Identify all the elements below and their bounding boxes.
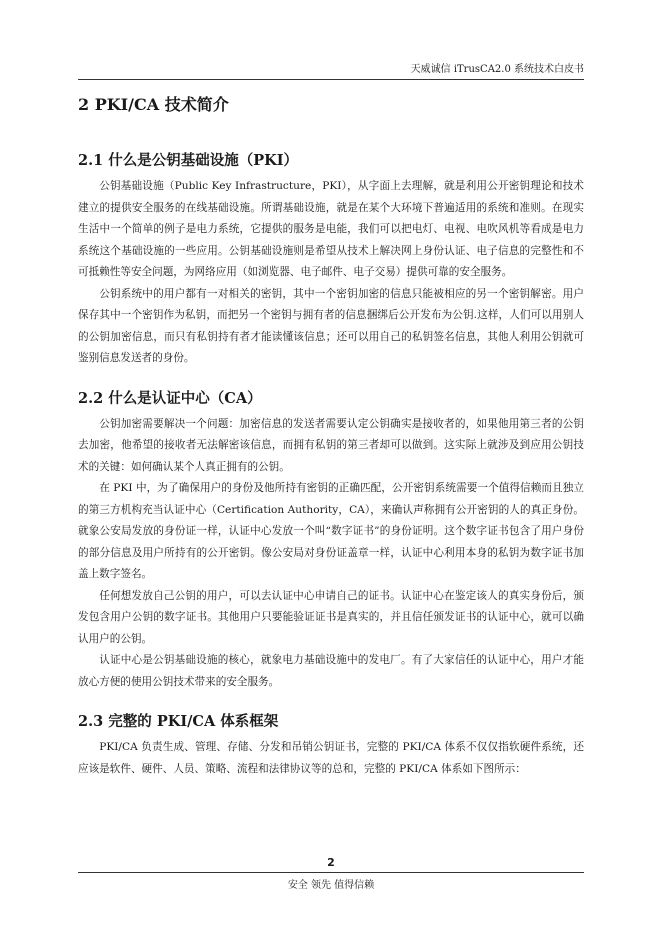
paragraph: 公钥基础设施（Public Key Infrastructure，PKI），从字面上去理解，就是利用公开密钥理论和技术建立的提供安全服务的在线基础设施。所谓基础设施，就是在某个大环境下普遍适用的系统和准则。在现实生活中一个简单的例子是电力系统，它提供的服务是电能，我们可以把电灯、电视、电吹风机等看成是电力系统这个基础设施的一些应用。公钥基础设施则是希望从技术上解决网上身份认证、电子信息的完整性和不可抵赖性等安全问题，为网络应用（如浏览器、电子邮件、电子交易）提供可靠的安全服务。 bbox=[78, 180, 584, 278]
paragraph: 认证中心是公钥基础设施的核心，就象电力基础设施中的发电厂。有了大家信任的认证中心，用户才能放心方便的使用公钥技术带来的安全服务。 bbox=[78, 654, 584, 688]
section-title-2-2: 2.2 什么是认证中心（CA） bbox=[78, 389, 262, 407]
paragraph: 公钥系统中的用户都有一对相关的密钥，其中一个密钥加密的信息只能被相应的另一个密钥解密。用户保存其中一个密钥作为私钥，而把另一个密钥与拥有者的信息捆绑后公开发布为公钥.这样，人们可以用别人的公钥加密信息，而只有私钥持有者才能读懂该信息；还可以用自己的私钥签名信息，其他人利用公钥就可鉴别信息发送者的身份。 bbox=[78, 287, 584, 364]
page-content bbox=[78, 94, 584, 780]
footer-divider bbox=[78, 872, 584, 873]
page-footer: 安全 领先 值得信赖 bbox=[287, 880, 375, 891]
paragraph: PKI/CA 负责生成、管理、存储、分发和吊销公钥证书，完整的 PKI/CA 体系不仅仅指软硬件系统，还应该是软件、硬件、人员、策略、流程和法律协议等的总和，完整的 PKI/CA 体系如下图所示： bbox=[78, 741, 584, 775]
chapter-title: 2 PKI/CA 技术简介 bbox=[78, 95, 229, 114]
paragraph: 任何想发放自己公钥的用户，可以去认证中心申请自己的证书。认证中心在鉴定该人的真实身份后，颁发包含用户公钥的数字证书。其他用户只要能验证证书是真实的，并且信任颁发证书的认证中心，就可以确认用户的公钥。 bbox=[78, 589, 584, 645]
paragraph: 公钥加密需要解决一个问题：加密信息的发送者需要认定公钥确实是接收者的，如果他用第三者的公钥去加密，他希望的接收者无法解密该信息，而拥有私钥的第三者却可以做到。这实际上就涉及到应用公钥技术的关键：如何确认某个人真正拥有的公钥。 bbox=[78, 417, 584, 473]
paragraph: 在 PKI 中，为了确保用户的身份及他所持有密钥的正确匹配，公开密钥系统需要一个值得信赖而且独立的第三方机构充当认证中心（Certification Authority，CA），来确认声称拥有公开密钥的人的真正身份。就象公安局发放的身份证一样，认证中心发放一个叫“数字证书”的身份证明。这个数字证书包含了用户身份的部分信息及用户所持有的公开密钥。像公安局对身份证盖章一样，认证中心利用本身的私钥为数字证书加盖上数字签名。 bbox=[78, 482, 584, 580]
page-number: 2 bbox=[327, 856, 335, 869]
section-title-2-1: 2.1 什么是公钥基础设施（PKI） bbox=[78, 152, 299, 169]
section-title-2-3: 2.3 完整的 PKI/CA 体系框架 bbox=[78, 713, 279, 730]
page-header: 天威诚信 iTrusCA2.0 系统技术白皮书 bbox=[78, 60, 584, 80]
